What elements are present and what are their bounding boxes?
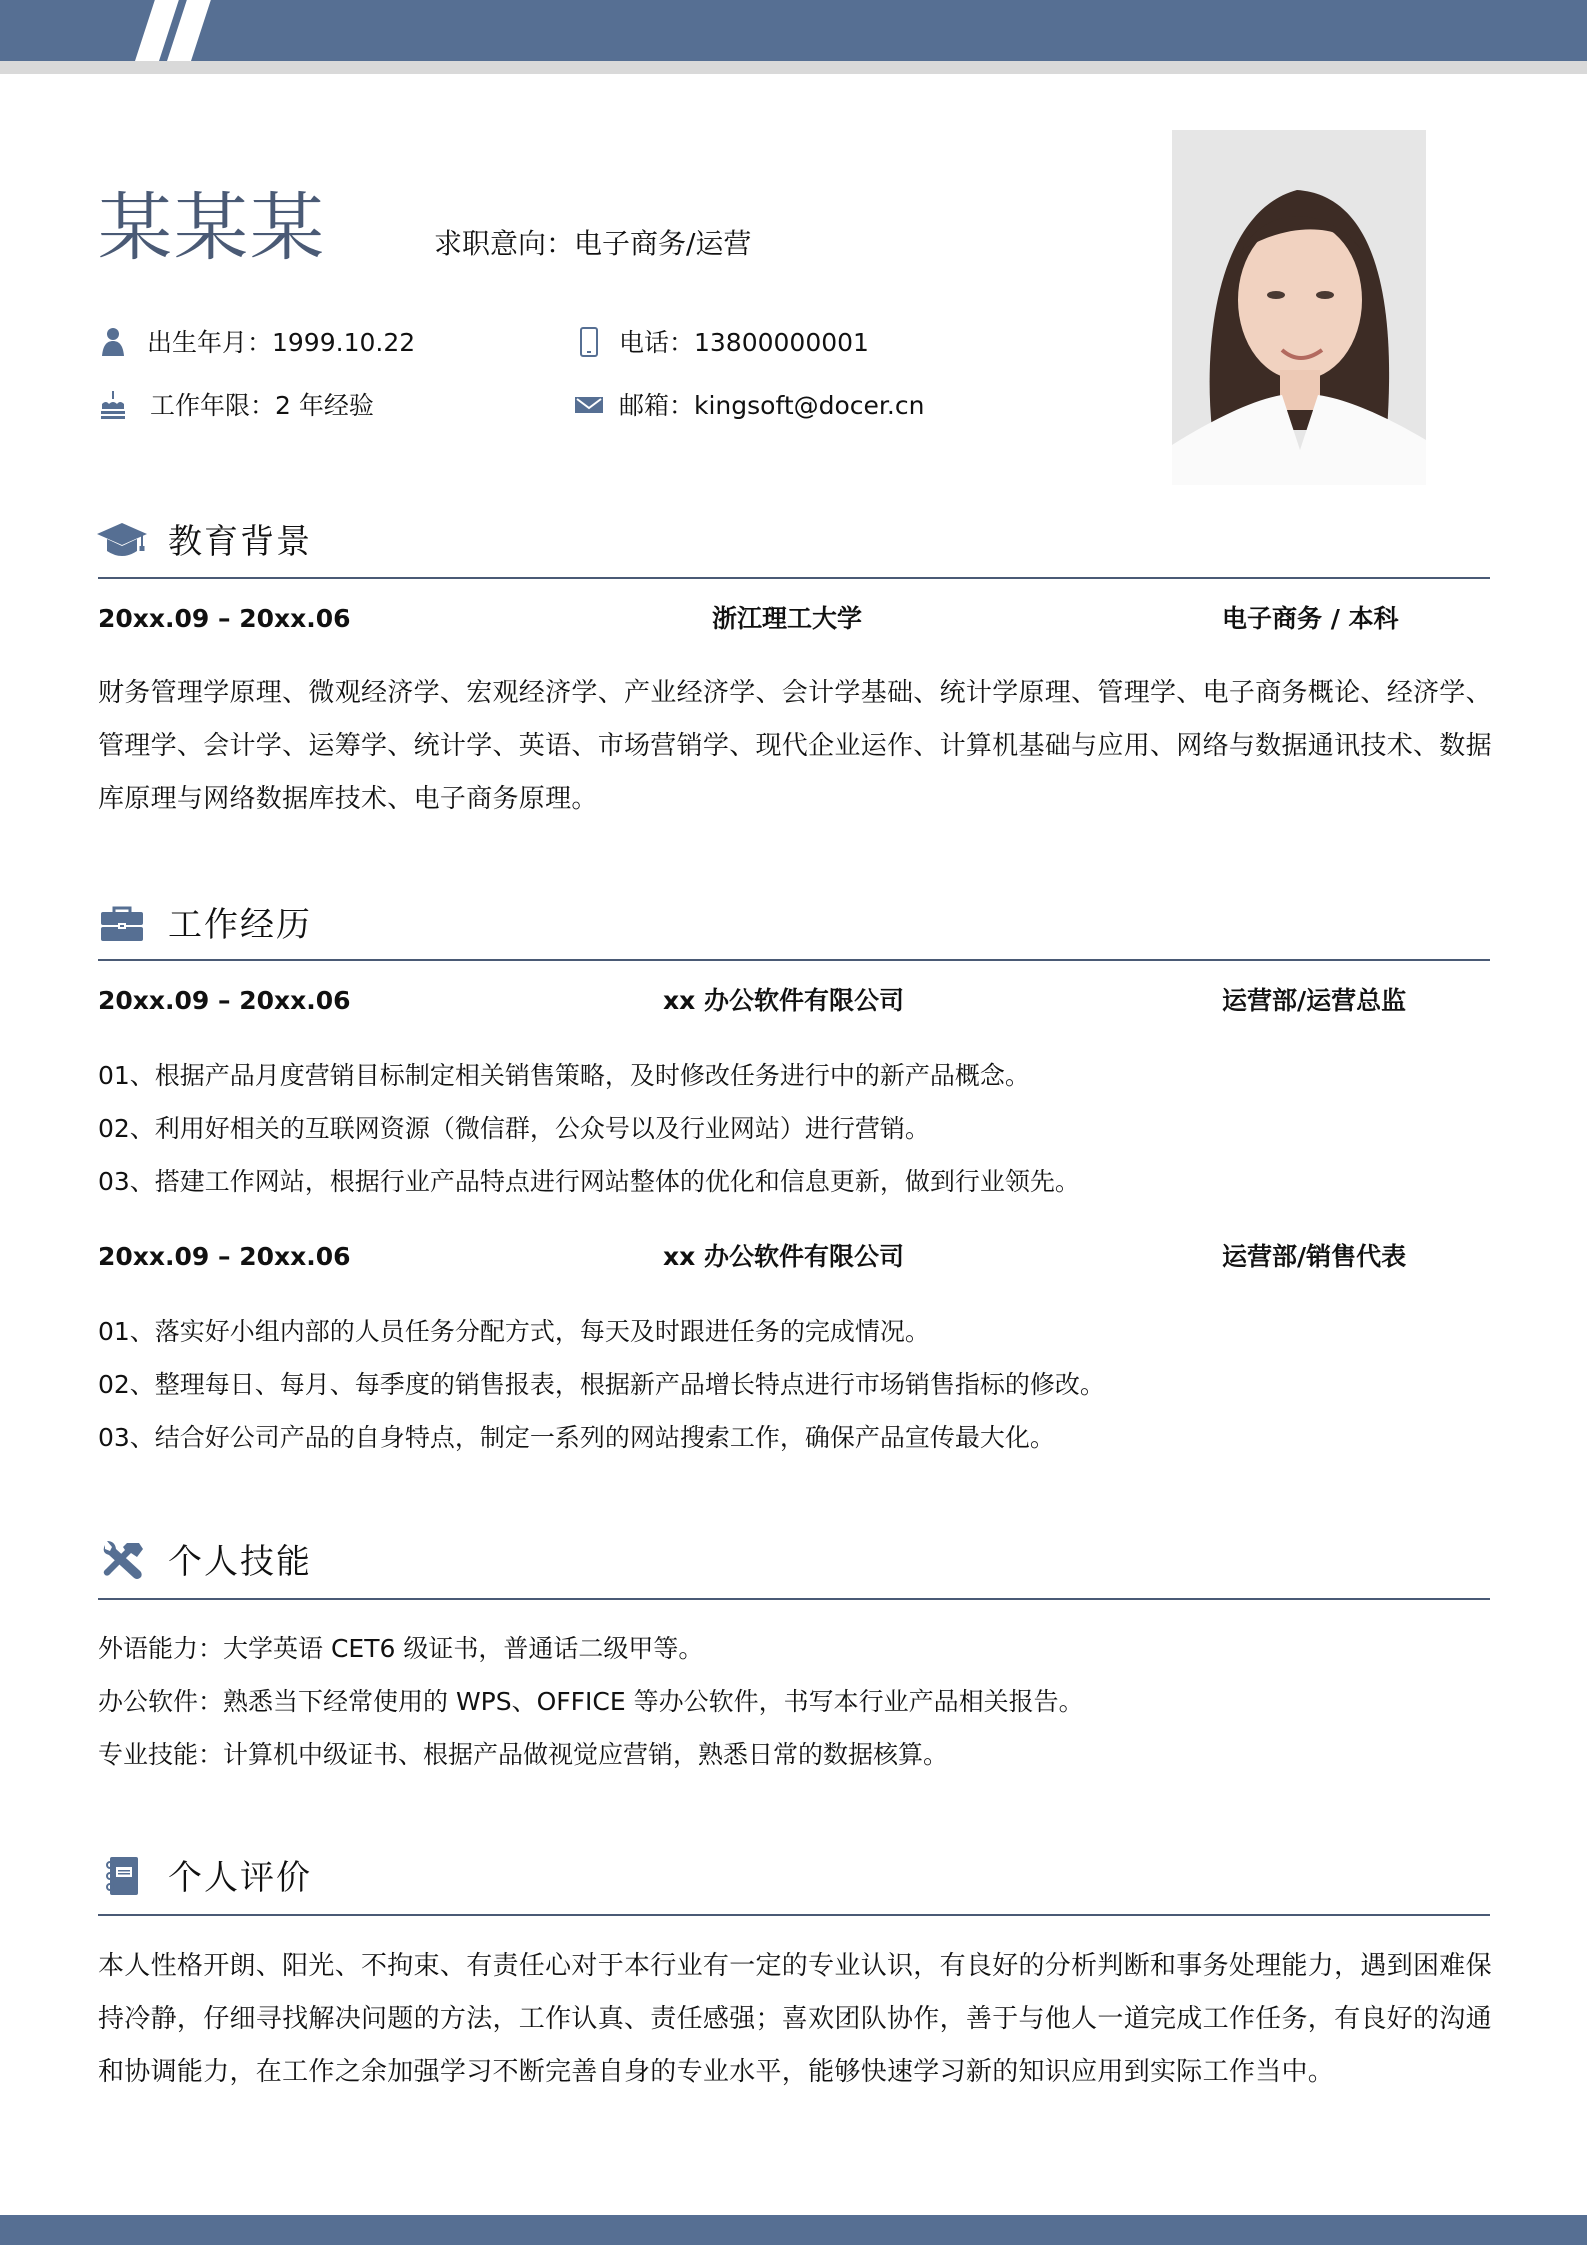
duty-item: 01、根据产品月度营销目标制定相关销售策略，及时修改任务进行中的新产品概念。: [98, 1061, 1030, 1090]
school-name: 浙江理工大学: [712, 604, 863, 633]
duty-item: 03、结合好公司产品的自身特点，制定一系列的网站搜索工作，确保产品宣传最大化。: [98, 1423, 1055, 1452]
duty-list: [98, 1049, 1080, 1208]
notebook-icon: [96, 1856, 148, 1896]
self-evaluation-text: 本人性格开朗、阳光、不拘束、有责任心对于本行业有一定的专业认识，有良好的分析判断和事务处理能力，遇到困难保持冷静，仔细寻找解决问题的方法，工作认真、责任感强；喜欢团队协作，善于与他人一道完成工作任务，有良好的沟通和协调能力，在工作之余加强学习不断完善自身的专业水平，能够快速学习新的知识应用到实际工作当中。: [98, 1951, 1492, 2087]
company-name: xx 办公软件有限公司: [663, 986, 904, 1015]
section-title-skills: 个人技能: [168, 1542, 312, 1582]
candidate-name: 某某某: [98, 185, 326, 271]
person-icon: [98, 327, 128, 357]
company-name: xx 办公软件有限公司: [663, 1242, 904, 1271]
course-list: 财务管理学原理、微观经济学、宏观经济学、产业经济学、会计学基础、统计学原理、管理学、电子商务概论、经济学、管理学、会计学、运筹学、统计学、英语、市场营销学、现代企业运作、计算机基础与应用、网络与数据通讯技术、数据库原理与网络数据库技术、电子商务原理。: [98, 678, 1492, 814]
phone-number: 电话：13800000001: [619, 328, 869, 357]
section-divider: [98, 959, 1490, 961]
email-address: 邮箱：kingsoft@docer.cn: [619, 391, 925, 420]
work-entry-header: [98, 1241, 1490, 1273]
duty-item: 03、搭建工作网站，根据行业产品特点进行网站整体的优化和信息更新，做到行业领先。: [98, 1167, 1080, 1196]
work-years: 工作年限：2 年经验: [150, 391, 374, 420]
section-title-work: 工作经历: [168, 905, 312, 945]
job-role: 运营部/销售代表: [1222, 1242, 1407, 1271]
skill-item: 专业技能：计算机中级证书、根据产品做视觉应营销，熟悉日常的数据核算。: [98, 1740, 949, 1769]
skill-item: 办公软件：熟悉当下经常使用的 WPS、OFFICE 等办公软件，书写本行业产品相关报告。: [98, 1687, 1084, 1716]
section-divider: [98, 1914, 1490, 1916]
section-title-evaluation: 个人评价: [168, 1858, 312, 1898]
profile-photo: [1172, 130, 1426, 485]
duty-item: 01、落实好小组内部的人员任务分配方式，每天及时跟进任务的完成情况。: [98, 1317, 930, 1346]
major-degree: 电子商务 / 本科: [1222, 604, 1399, 633]
duty-item: 02、利用好相关的互联网资源（微信群，公众号以及行业网站）进行营销。: [98, 1114, 930, 1143]
section-divider: [98, 577, 1490, 579]
tools-icon: [96, 1540, 148, 1580]
graduation-cap-icon: [96, 520, 148, 560]
education-period: 20xx.09 – 20xx.06: [98, 604, 351, 633]
briefcase-icon: [96, 904, 148, 944]
duty-list: [98, 1305, 1105, 1464]
section-divider: [98, 1598, 1490, 1600]
mobile-phone-icon: [574, 327, 604, 357]
job-role: 运营部/运营总监: [1222, 986, 1407, 1015]
footer-band: [0, 2215, 1587, 2245]
work-entry-header: [98, 985, 1490, 1017]
birth-date: 出生年月：1999.10.22: [147, 328, 416, 357]
work-period: 20xx.09 – 20xx.06: [98, 986, 351, 1015]
header-gray-band: [0, 61, 1587, 74]
duty-item: 02、整理每日、每月、每季度的销售报表，根据新产品增长特点进行市场销售指标的修改。: [98, 1370, 1105, 1399]
header-band: [0, 0, 1587, 61]
envelope-icon: [574, 390, 604, 420]
job-intent: 求职意向：电子商务/运营: [434, 227, 752, 260]
section-title-education: 教育背景: [168, 522, 312, 562]
work-period: 20xx.09 – 20xx.06: [98, 1242, 351, 1271]
cake-icon: [98, 390, 128, 420]
skills-list: [98, 1622, 1084, 1781]
skill-item: 外语能力：大学英语 CET6 级证书，普通话二级甲等。: [98, 1634, 704, 1663]
education-entry: [98, 603, 1490, 635]
